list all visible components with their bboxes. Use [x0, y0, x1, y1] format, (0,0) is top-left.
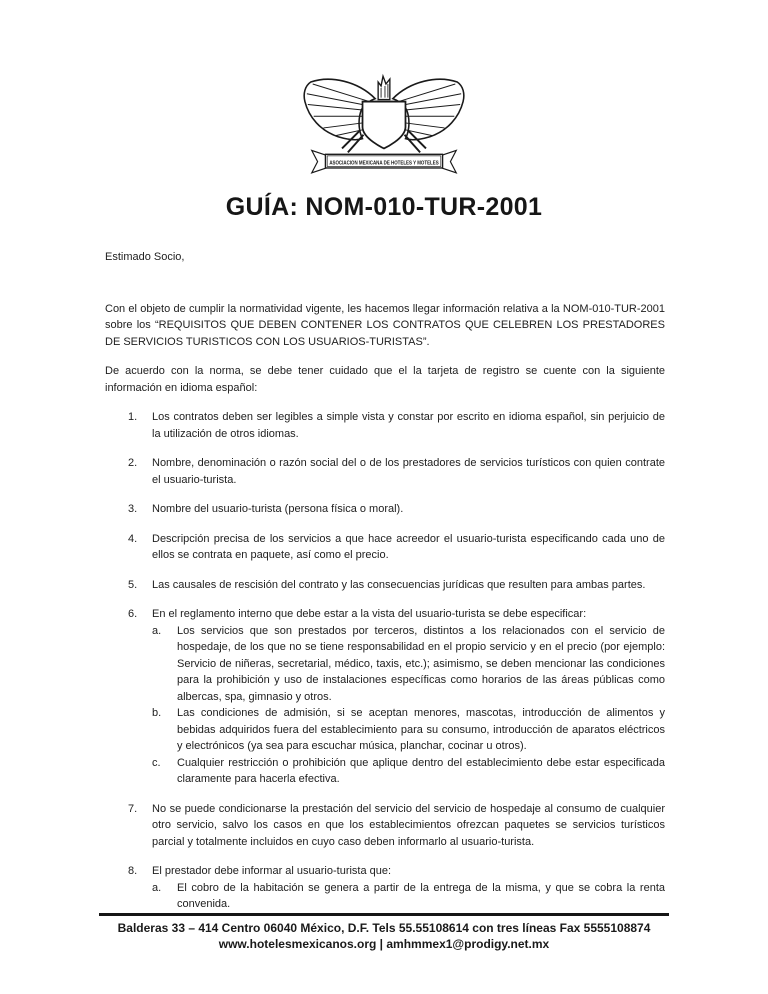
list-item-number: 8. — [128, 865, 138, 877]
list-item — [105, 577, 665, 594]
intro-paragraph: Con el objeto de cumplir la normatividad vigente, les hacemos llegar información relativa a la NOM-010-TUR-2001 sobre los “REQUISITOS QUE DEBEN CONTENER LOS CONTRATOS QUE CELEBREN LOS PRESTADORES DE SERVICIOS TURISTICOS CON LOS USUARIOS-TURISTAS”. — [105, 302, 665, 348]
sub-item-text: Las condiciones de admisión, si se aceptan menores, mascotas, introducción de alimentos y bebidas adquiridos fuera del establecimiento para su consumo, introducción de aparatos eléctricos y electrónicos (ya sea para escuchar música, planchar, cocinar u otros). — [177, 707, 665, 752]
sub-item-text: Cualquier restricción o prohibición que aplique dentro del establecimiento debe estar especificada claramente para hacerla efectiva. — [177, 756, 665, 785]
list-item — [105, 531, 665, 564]
list-item — [105, 606, 665, 788]
list-item — [105, 863, 665, 913]
list-item-number: 5. — [128, 578, 138, 591]
list-item-number: 7. — [128, 802, 138, 815]
sub-item — [152, 880, 665, 913]
list-item-text: Nombre del usuario-turista (persona física o moral). — [152, 503, 404, 515]
list-item-number: 2. — [128, 457, 138, 469]
list-item-text: Las causales de rescisión del contrato y las consecuencias jurídicas que resulten para ambas partes. — [152, 578, 646, 591]
footer-contact-line: www.hotelesmexicanos.org | amhmmex1@prodigy.net.mx — [218, 937, 550, 951]
list-item-text: Los contratos deben ser legibles a simple vista y constar por escrito en idioma español, sin perjuicio de la utilización de otros idiomas. — [152, 411, 665, 440]
footer-address-line: Balderas 33 – 414 Centro 06040 México, D.F. Tels 55.55108614 con tres líneas Fax 5555108874 — [117, 921, 651, 935]
list-item-text: Descripción precisa de los servicios a que hace acreedor el usuario-turista especificando cada uno de ellos se contrata en paquete, así como el precio. — [152, 532, 665, 561]
list-item-text: Nombre, denominación o razón social del o de los prestadores de servicios turísticos con quien contrate el usuario-turista. — [152, 457, 665, 486]
list-item — [105, 801, 665, 851]
sub-item-letter: c. — [152, 756, 161, 769]
sub-item-letter: b. — [152, 707, 162, 719]
sub-item-letter: a. — [152, 881, 162, 894]
list-item-number: 3. — [128, 503, 138, 515]
list-item — [105, 409, 665, 442]
list-item — [105, 455, 665, 488]
list-item-text: En el reglamento interno que debe estar a la vista del usuario-turista se debe especificar: — [152, 608, 587, 620]
list-item-number: 6. — [128, 608, 138, 620]
sub-item-text: El cobro de la habitación se genera a partir de la entrega de la misma, y que se cobra la renta convenida. — [177, 881, 665, 910]
document-title: GUÍA: NOM-010-TUR-2001 — [225, 193, 543, 221]
requirements-list — [105, 409, 665, 913]
sub-item — [152, 623, 665, 706]
association-logo — [299, 72, 469, 183]
sub-item-text: Los servicios que son prestados por terceros, distintos a los relacionados con el servicio de hospedaje, de los que no se tiene responsabilidad en el propio servicio y en el precio (por ejemplo: Servicio de niñeras, secretarial, médico, taxis, etc.); asimismo, se deben mencionar las condiciones para la prohibición y uso de instalaciones específicas como horarios de las áreas públicas como albercas, spa, gimnasio y otros. — [177, 624, 665, 703]
document-body — [105, 249, 665, 913]
list-item — [105, 501, 665, 518]
list-item-text: El prestador debe informar al usuario-turista que: — [152, 865, 392, 877]
list-item-text: No se puede condicionarse la prestación del servicio del servicio de hospedaje al consumo de cualquier otro servicio, salvo los casos en que los establecimientos ofrezcan paquetes se servicios turísticos parcial y totalmente incluidos en cuyo caso deben informarlo al usuario-turista. — [152, 802, 665, 848]
eagle-crest-icon — [301, 72, 467, 178]
sub-item — [152, 755, 665, 788]
list-item-number: 1. — [128, 411, 138, 423]
salutation: Estimado Socio, — [105, 251, 185, 263]
logo-banner-text: ASOCIACION MEXICANA DE HOTELES Y MOTELES — [329, 160, 440, 167]
norm-paragraph: De acuerdo con la norma, se debe tener cuidado que el la tarjeta de registro se cuente con la siguiente información en idioma español: — [105, 365, 665, 394]
list-item-number: 4. — [128, 532, 138, 545]
sub-item — [152, 705, 665, 755]
document-footer — [99, 913, 669, 952]
sub-item-letter: a. — [152, 624, 162, 637]
